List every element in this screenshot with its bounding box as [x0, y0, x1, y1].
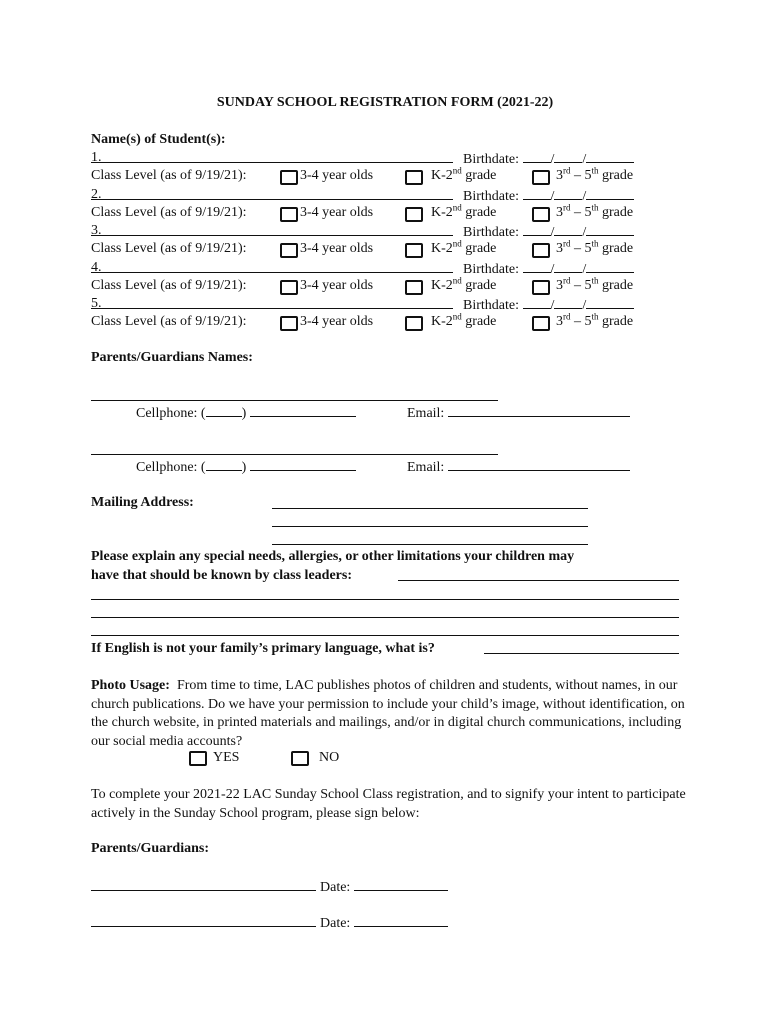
birthdate-month-field-2[interactable] — [523, 186, 551, 200]
special-needs-field-1[interactable] — [398, 580, 679, 581]
birthdate-month-field-4[interactable] — [523, 259, 551, 273]
cellphone-label: Cellphone: ( — [136, 460, 206, 475]
class-level-3-4-label-4: 3-4 year olds — [300, 278, 374, 293]
birthdate-day-field-5[interactable] — [554, 295, 582, 309]
birthdate-day-field-1[interactable] — [554, 149, 582, 163]
photo-no-label: NO — [319, 750, 340, 765]
guardians-signature-label: Parents/Guardians: — [91, 841, 209, 856]
class-level-3-5-label-5: 3rd – 5th grade — [556, 311, 634, 329]
signature-field-2[interactable] — [91, 926, 316, 927]
birthdate-day-field-2[interactable] — [554, 186, 582, 200]
class-level-3-4-checkbox-4[interactable] — [280, 280, 298, 295]
class-level-3-5-checkbox-4[interactable] — [532, 280, 550, 295]
birthdate-row-5: Birthdate: / / — [463, 295, 634, 315]
parent-email-row-2 — [407, 457, 630, 477]
photo-no-checkbox[interactable] — [291, 751, 309, 766]
student-name-field-5[interactable] — [91, 308, 453, 309]
mailing-address-label: Mailing Address: — [91, 495, 194, 510]
class-level-k-2-label-3: K-2nd grade — [431, 238, 497, 256]
signature-date-row-1 — [320, 877, 448, 897]
class-level-3-4-label-1: 3-4 year olds — [300, 168, 374, 183]
class-level-3-5-label-1: 3rd – 5th grade — [556, 165, 634, 183]
date-label: Date: — [320, 916, 351, 931]
class-level-3-4-checkbox-2[interactable] — [280, 207, 298, 222]
birthdate-label: Birthdate: — [463, 262, 519, 277]
birthdate-day-field-4[interactable] — [554, 259, 582, 273]
class-level-k-2-label-5: K-2nd grade — [431, 311, 497, 329]
class-level-3-4-checkbox-5[interactable] — [280, 316, 298, 331]
birthdate-label: Birthdate: — [463, 152, 519, 167]
date-label: Date: — [320, 880, 351, 895]
class-level-3-5-checkbox-2[interactable] — [532, 207, 550, 222]
class-level-label-2: Class Level (as of 9/19/21): — [91, 205, 247, 220]
birthdate-year-field-4[interactable] — [586, 259, 634, 273]
cellphone-close: ) — [241, 460, 247, 475]
photo-usage-text: From time to time, LAC publishes photos of children and students, without names, in our church publications. Do we have your permission to include your child’s image, without identification, on the church website, in printed materials and mailings, and/or in digital church communications, including our social media accounts? — [91, 678, 685, 749]
form-title: SUNDAY SCHOOL REGISTRATION FORM (2021-22) — [216, 95, 554, 110]
cellphone-field-1[interactable] — [250, 403, 356, 417]
email-label: Email: — [407, 460, 445, 475]
birthdate-label: Birthdate: — [463, 298, 519, 313]
class-level-k-2-checkbox-1[interactable] — [405, 170, 423, 185]
class-level-3-5-label-4: 3rd – 5th grade — [556, 275, 634, 293]
student-number-4: 4. — [91, 260, 102, 275]
signature-date-field-1[interactable] — [354, 877, 448, 891]
class-level-label-4: Class Level (as of 9/19/21): — [91, 278, 247, 293]
parents-label: Parents/Guardians Names: — [91, 350, 253, 365]
email-field-2[interactable] — [448, 457, 630, 471]
signature-date-row-2 — [320, 913, 448, 933]
completion-paragraph: To complete your 2021-22 LAC Sunday School Class registration, and to signify your intent to participate actively in the Sunday School program, please sign below: — [91, 787, 686, 821]
email-label: Email: — [407, 406, 445, 421]
class-level-3-5-checkbox-3[interactable] — [532, 243, 550, 258]
parent-cellphone-row-1 — [136, 403, 356, 423]
student-number-3: 3. — [91, 223, 102, 238]
birthdate-month-field-5[interactable] — [523, 295, 551, 309]
class-level-label-1: Class Level (as of 9/19/21): — [91, 168, 247, 183]
area-code-field-2[interactable] — [206, 457, 242, 471]
class-level-k-2-label-1: K-2nd grade — [431, 165, 497, 183]
birthdate-year-field-1[interactable] — [586, 149, 634, 163]
student-name-field-4[interactable] — [91, 272, 453, 273]
class-level-k-2-checkbox-4[interactable] — [405, 280, 423, 295]
parent-name-field-1[interactable] — [91, 400, 498, 401]
birthdate-day-field-3[interactable] — [554, 222, 582, 236]
parent-name-field-2[interactable] — [91, 454, 498, 455]
class-level-k-2-label-2: K-2nd grade — [431, 202, 497, 220]
birthdate-row-1: Birthdate: / / — [463, 149, 634, 169]
birthdate-year-field-2[interactable] — [586, 186, 634, 200]
birthdate-label: Birthdate: — [463, 189, 519, 204]
class-level-3-4-label-3: 3-4 year olds — [300, 241, 374, 256]
birthdate-month-field-3[interactable] — [523, 222, 551, 236]
signature-field-1[interactable] — [91, 890, 316, 891]
birthdate-row-4: Birthdate: / / — [463, 259, 634, 279]
class-level-k-2-label-4: K-2nd grade — [431, 275, 497, 293]
class-level-label-5: Class Level (as of 9/19/21): — [91, 314, 247, 329]
photo-usage-heading: Photo Usage: — [91, 678, 170, 693]
birthdate-year-field-3[interactable] — [586, 222, 634, 236]
birthdate-year-field-5[interactable] — [586, 295, 634, 309]
parent-email-row-1 — [407, 403, 630, 423]
signature-date-field-2[interactable] — [354, 913, 448, 927]
students-label: Name(s) of Student(s): — [91, 132, 226, 147]
class-level-k-2-checkbox-5[interactable] — [405, 316, 423, 331]
class-level-k-2-checkbox-3[interactable] — [405, 243, 423, 258]
student-name-field-3[interactable] — [91, 235, 453, 236]
class-level-3-4-checkbox-1[interactable] — [280, 170, 298, 185]
class-level-label-3: Class Level (as of 9/19/21): — [91, 241, 247, 256]
mailing-address-field-2[interactable] — [272, 526, 588, 527]
email-field-1[interactable] — [448, 403, 630, 417]
primary-language-field[interactable] — [484, 653, 679, 654]
birthdate-label: Birthdate: — [463, 225, 519, 240]
class-level-3-4-label-5: 3-4 year olds — [300, 314, 374, 329]
cellphone-close: ) — [241, 406, 247, 421]
special-needs-field-3[interactable] — [91, 617, 679, 618]
class-level-3-4-checkbox-3[interactable] — [280, 243, 298, 258]
class-level-3-5-label-3: 3rd – 5th grade — [556, 238, 634, 256]
parent-cellphone-row-2 — [136, 457, 356, 477]
birthdate-row-2: Birthdate: / / — [463, 186, 634, 206]
student-number-5: 5. — [91, 296, 102, 311]
student-number-2: 2. — [91, 187, 102, 202]
student-name-field-2[interactable] — [91, 199, 453, 200]
class-level-k-2-checkbox-2[interactable] — [405, 207, 423, 222]
class-level-3-5-label-2: 3rd – 5th grade — [556, 202, 634, 220]
student-name-field-1[interactable] — [91, 162, 453, 163]
mailing-address-field-1[interactable] — [272, 508, 588, 509]
class-level-3-5-checkbox-5[interactable] — [532, 316, 550, 331]
photo-yes-checkbox[interactable] — [189, 751, 207, 766]
cellphone-field-2[interactable] — [250, 457, 356, 471]
special-needs-question-line-1: Please explain any special needs, allergies, or other limitations your children may — [91, 549, 575, 564]
primary-language-question: If English is not your family’s primary language, what is? — [91, 641, 435, 656]
mailing-address-field-3[interactable] — [272, 544, 588, 545]
birthdate-row-3: Birthdate: / / — [463, 222, 634, 242]
cellphone-label: Cellphone: ( — [136, 406, 206, 421]
birthdate-month-field-1[interactable] — [523, 149, 551, 163]
photo-yes-label: YES — [213, 750, 240, 765]
special-needs-question-line-2: have that should be known by class leaders: — [91, 568, 352, 583]
special-needs-field-4[interactable] — [91, 635, 679, 636]
photo-usage-paragraph — [91, 677, 691, 751]
student-number-1: 1. — [91, 150, 102, 165]
special-needs-field-2[interactable] — [91, 599, 679, 600]
class-level-3-5-checkbox-1[interactable] — [532, 170, 550, 185]
area-code-field-1[interactable] — [206, 403, 242, 417]
class-level-3-4-label-2: 3-4 year olds — [300, 205, 374, 220]
